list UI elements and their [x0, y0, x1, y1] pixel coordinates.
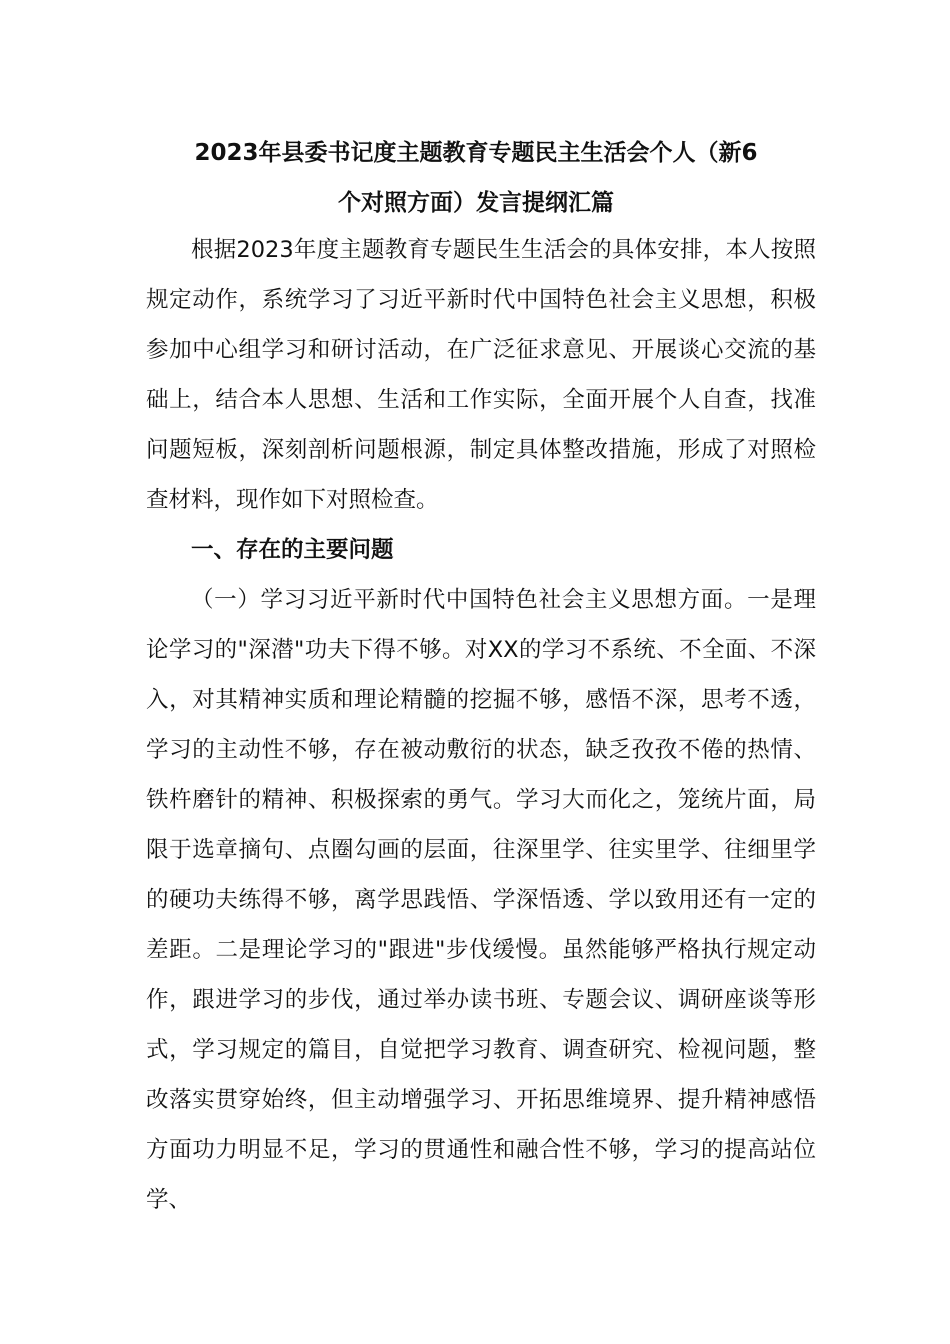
intro-paragraph: 根据2023年度主题教育专题民生生活会的具体安排，本人按照规定动作，系统学习了习近平新时代中国特色社会主义思想，积极参加中心组学习和研讨活动，在广泛征求意见、开展谈心交流的基础上，结合本人思想、生活和工作实际，全面开展个人自查，找准问题短板，深刻剖析问题根源，制定具体整改措施，形成了对照检查材料，现作如下对照检查。 [146, 237, 816, 513]
section-1-paragraph: （一）学习习近平新时代中国特色社会主义思想方面。一是理论学习的"深潜"功夫下得不够。对XX的学习不系统、不全面、不深入，对其精神实质和理论精髓的挖掘不够，感悟不深，思考不透，学习的主动性不够，存在被动敷衍的状态，缺乏孜孜不倦的热情、铁杵磨针的精神、积极探索的勇气。学习大而化之，笼统片面，局限于选章摘句、点圈勾画的层面，往深里学、往实里学、往细里学的硬功夫练得不够，离学思践悟、学深悟透、学以致用还有一定的差距。二是理论学习的"跟进"步伐缓慢。虽然能够严格执行规定动作，跟进学习的步伐，通过举办读书班、专题会议、调研座谈等形式，学习规定的篇目，自觉把学习教育、调查研究、检视问题，整改落实贯穿始终，但主动增强学习、开拓思维境界、提升精神感悟方面功力明显不足，学习的贯通性和融合性不够，学习的提高站位学、 [146, 587, 816, 1213]
document-title-line-1: 2023年县委书记度主题教育专题民主生活会个人（新6 [194, 140, 758, 166]
document-title-line-2: 个对照方面）发言提纲汇篇 [338, 190, 614, 216]
section-heading: 一、存在的主要问题 [191, 537, 394, 563]
